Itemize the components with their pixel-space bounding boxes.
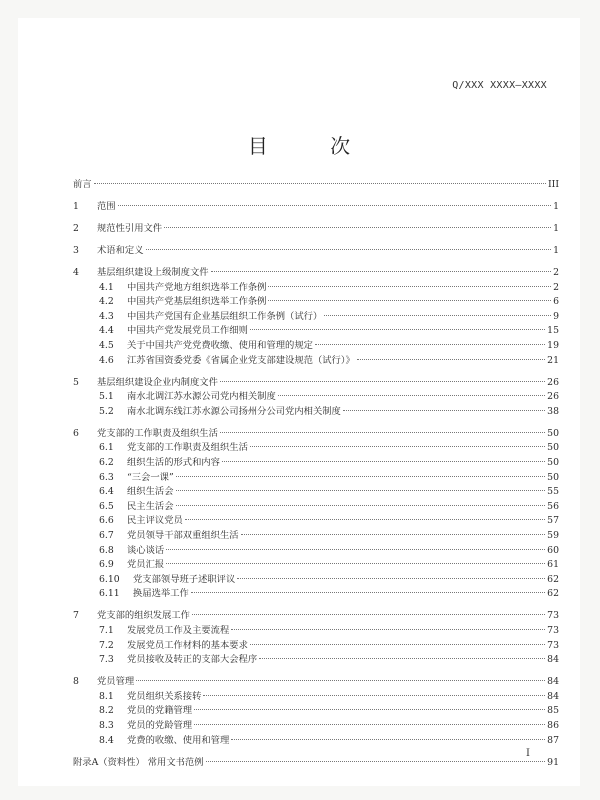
toc-entry-number: 7 [73,610,79,622]
toc-entry-page: 26 [547,376,559,388]
toc-entry-page: 59 [547,530,559,541]
toc-entry-page: 84 [547,690,559,702]
toc-leader-dots [94,183,546,184]
toc-entry-title: 党员管理 [97,676,135,688]
toc-entry-page: 73 [547,625,559,636]
toc-entry[interactable] [73,514,559,528]
toc-entry[interactable] [73,354,559,368]
toc-entry-title: 中国共产党国有企业基层组织工作条例（试行） [127,310,323,322]
toc-entry-title: 江苏省国资委党委《省属企业党支部建设规范（试行）》 [127,354,355,366]
toc-entry-page: 56 [547,500,559,512]
toc-entry-title: 关于中国共产党党费收缴、使用和管理的规定 [127,340,313,351]
toc-entry-title: 中国共产党地方组织选举工作条例 [127,281,267,293]
toc-entry-page: 87 [547,734,559,746]
toc-entry-number: 6.9 [99,559,114,571]
toc-entry-page: 38 [547,405,559,417]
toc-entry[interactable] [73,200,559,214]
toc-entry-title: 党员接收及转正的支部大会程序 [127,654,258,666]
toc-entry-title: 范围 [97,201,116,212]
toc-entry[interactable] [73,310,559,324]
toc-entry-title: 组织生活的形式和内容 [127,457,220,468]
toc-entry-page: 62 [547,588,559,600]
toc-entry[interactable] [73,756,559,770]
toc-leader-dots [278,395,545,396]
toc-leader-dots [206,761,546,762]
toc-entry-title: 民主评议党员 [127,515,183,527]
toc-entry-page: 84 [547,676,559,688]
toc-entry-number: 4.6 [99,354,114,366]
toc-entry-page: 73 [547,610,559,622]
toc-entry[interactable] [73,690,559,704]
toc-entry-number: 6.4 [99,486,114,498]
toc-entry-page: 50 [547,442,559,454]
toc-entry-title: 党员领导干部双重组织生活 [127,530,239,541]
toc-entry-number: 6.11 [99,588,120,600]
toc-entry[interactable] [73,281,559,295]
toc-entry-title: 党员的党籍管理 [127,705,193,717]
toc-entry-title: 前言 [73,179,92,190]
toc-entry[interactable] [73,587,559,601]
toc-leader-dots [222,461,545,462]
standard-code: Q/XXX XXXX—XXXX [452,80,547,91]
toc-entry-title: 发展党员工作及主要流程 [127,625,230,636]
toc-entry-page: 26 [547,391,559,403]
toc-entry-number: 3 [73,245,79,256]
toc-entry-number: 6.6 [99,515,114,527]
toc-entry[interactable] [73,266,559,280]
toc-entry-number: 6.1 [99,442,114,454]
toc-entry-title: 术语和定义 [97,245,144,256]
toc-entry-title: 南水北调东线江苏水源公司扬州分公司党内相关制度 [127,405,341,417]
toc-entry-title: 组织生活会 [127,486,174,498]
toc-leader-dots [118,205,551,206]
toc-leader-dots [237,578,545,579]
toc-leader-dots [315,344,545,345]
toc-entry-page: 62 [547,573,559,585]
toc-entry[interactable] [73,441,559,455]
toc-entry-page: 50 [547,457,559,468]
toc-entry[interactable] [73,675,559,689]
toc-entry-page: 2 [553,281,559,293]
toc-entry-page: 9 [553,310,559,322]
toc-entry-title: 民主生活会 [127,500,174,512]
toc-leader-dots [176,476,545,477]
toc-entry-number: 4.2 [99,296,114,308]
toc-entry-page: 86 [547,720,559,731]
toc-entry-number: 8.1 [99,690,114,702]
document-page [18,18,580,786]
toc-entry-page: 15 [547,325,559,337]
toc-leader-dots [220,381,545,382]
toc-entry[interactable] [73,456,559,470]
toc-entry-page: 50 [547,471,559,483]
toc-entry[interactable] [73,324,559,338]
toc-entry-page: 19 [547,340,559,351]
toc-entry-number: 8.3 [99,720,114,731]
toc-entry-page: 6 [553,296,559,308]
toc-entry-title: 发展党员工作材料的基本要求 [127,639,248,651]
toc-entry-number: 6.3 [99,471,114,483]
toc-entry[interactable] [73,704,559,718]
toc-leader-dots [268,286,551,287]
toc-entry-page: 84 [547,654,559,666]
toc-entry-title: 南水北调江苏水源公司党内相关制度 [127,391,276,403]
toc-entry[interactable] [73,376,559,390]
toc-entry[interactable] [73,529,559,543]
toc-entry-number: 8.2 [99,705,114,717]
toc-entry-title: 附录A（资料性） 常用文书范例 [73,756,204,768]
toc-entry-page: 73 [547,639,559,651]
toc-leader-dots [259,658,545,659]
toc-entry[interactable] [73,178,559,192]
toc-leader-dots [166,549,545,550]
toc-leader-dots [211,271,552,272]
page-number: I [526,748,530,759]
toc-entry-page: 60 [547,544,559,556]
toc-entry-page: 50 [547,427,559,439]
toc-entry-number: 6.10 [99,573,120,585]
toc-entry[interactable] [73,427,559,441]
toc-entry-title: 换届选举工作 [133,588,189,600]
toc-entry[interactable] [73,734,559,748]
toc-entry[interactable] [73,222,559,236]
toc-leader-dots [357,359,545,360]
toc-leader-dots [185,519,545,520]
toc-entry-title: 中国共产党基层组织选举工作条例 [127,296,267,308]
toc-entry-page: 1 [553,201,559,212]
toc-leader-dots [164,227,551,228]
toc-leader-dots [191,592,545,593]
toc-entry-page: 21 [547,354,559,366]
toc-entry-number: 8.4 [99,734,114,746]
toc-leader-dots [231,629,545,630]
toc-leader-dots [136,680,545,681]
toc-entry[interactable] [73,544,559,558]
toc-entry[interactable] [73,485,559,499]
toc-entry-title: 党支部的组织发展工作 [97,610,190,622]
toc-leader-dots [194,724,545,725]
toc-entry[interactable] [73,609,559,623]
toc-leader-dots [231,739,545,740]
toc-entry-number: 5 [73,376,79,388]
toc-leader-dots [176,490,546,491]
toc-leader-dots [241,534,546,535]
toc-leader-dots [250,446,545,447]
toc-entry-title: 党员组织关系接转 [127,690,202,702]
toc-entry-title: 党员的党龄管理 [127,720,193,731]
toc-entry[interactable] [73,639,559,653]
toc-leader-dots [166,563,545,564]
toc-entry[interactable] [73,295,559,309]
toc-entry-number: 6.7 [99,530,114,541]
toc-entry-number: 5.2 [99,405,114,417]
toc-entry-page: 2 [553,267,559,278]
toc-entry-title: 党支部的工作职责及组织生活 [127,442,248,454]
toc-entry-number: 6.8 [99,544,114,556]
toc-entry-title: 规范性引用文件 [97,223,163,234]
toc-entry-number: 8 [73,676,79,688]
toc-entry-number: 7.2 [99,639,114,651]
toc-leader-dots [268,300,551,301]
toc-entry-page: 1 [553,223,559,234]
toc-entry-title: 基层组织建设企业内制度文件 [97,376,218,388]
toc-entry-number: 7.1 [99,625,114,636]
toc-entry[interactable] [73,573,559,587]
toc-leader-dots [343,410,545,411]
toc-entry-title: 党员汇报 [127,559,165,571]
toc-entry-page: 91 [547,756,559,768]
toc-entry-number: 6 [73,427,79,439]
toc-entry[interactable] [73,405,559,419]
toc-entry[interactable] [73,390,559,404]
toc-entry-title: 党费的收缴、使用和管理 [127,734,230,746]
toc-entry-number: 7.3 [99,654,114,666]
toc-entry-title: 党支部领导班子述职评议 [133,573,236,585]
toc-entry-page: III [547,179,559,190]
toc-entry-page: 57 [547,515,559,527]
toc-entry-page: 85 [547,705,559,717]
toc-entry-page: 55 [547,486,559,498]
toc-entry-page: 61 [547,559,559,571]
toc-entry-number: 4 [73,267,79,278]
toc-leader-dots [250,644,545,645]
toc-entry-number: 2 [73,223,79,234]
toc-entry-page: 1 [553,245,559,256]
toc-entry-title: 中国共产党发展党员工作细则 [127,325,248,337]
toc-entry-number: 5.1 [99,391,114,403]
toc-entry-number: 4.4 [99,325,114,337]
toc-entry-number: 1 [73,201,79,212]
toc-entry-title: 谈心谈话 [127,544,165,556]
toc-leader-dots [324,315,551,316]
toc-entry-title: “三会一课” [127,471,174,483]
toc-entry-title: 基层组织建设上级制度文件 [97,267,209,278]
toc-entry[interactable] [73,339,559,353]
toc-leader-dots [192,614,545,615]
toc-entry-number: 4.5 [99,340,114,351]
toc-leader-dots [146,249,552,250]
toc-entry-title: 党支部的工作职责及组织生活 [97,427,218,439]
toc-entry-number: 4.3 [99,310,114,322]
toc-entry-number: 6.5 [99,500,114,512]
toc-entry[interactable] [73,244,559,258]
toc-leader-dots [176,505,546,506]
toc-entry[interactable] [73,719,559,733]
page-title: 目 次 [247,134,379,158]
toc-entry-number: 6.2 [99,457,114,468]
toc-entry[interactable] [73,558,559,572]
toc-entry-number: 4.1 [99,281,114,293]
toc-entry[interactable] [73,624,559,638]
toc-entry[interactable] [73,653,559,667]
toc-leader-dots [194,709,545,710]
toc-leader-dots [250,329,545,330]
toc-entry[interactable] [73,500,559,514]
toc-entry[interactable] [73,471,559,485]
toc-leader-dots [220,432,545,433]
toc-leader-dots [203,695,545,696]
